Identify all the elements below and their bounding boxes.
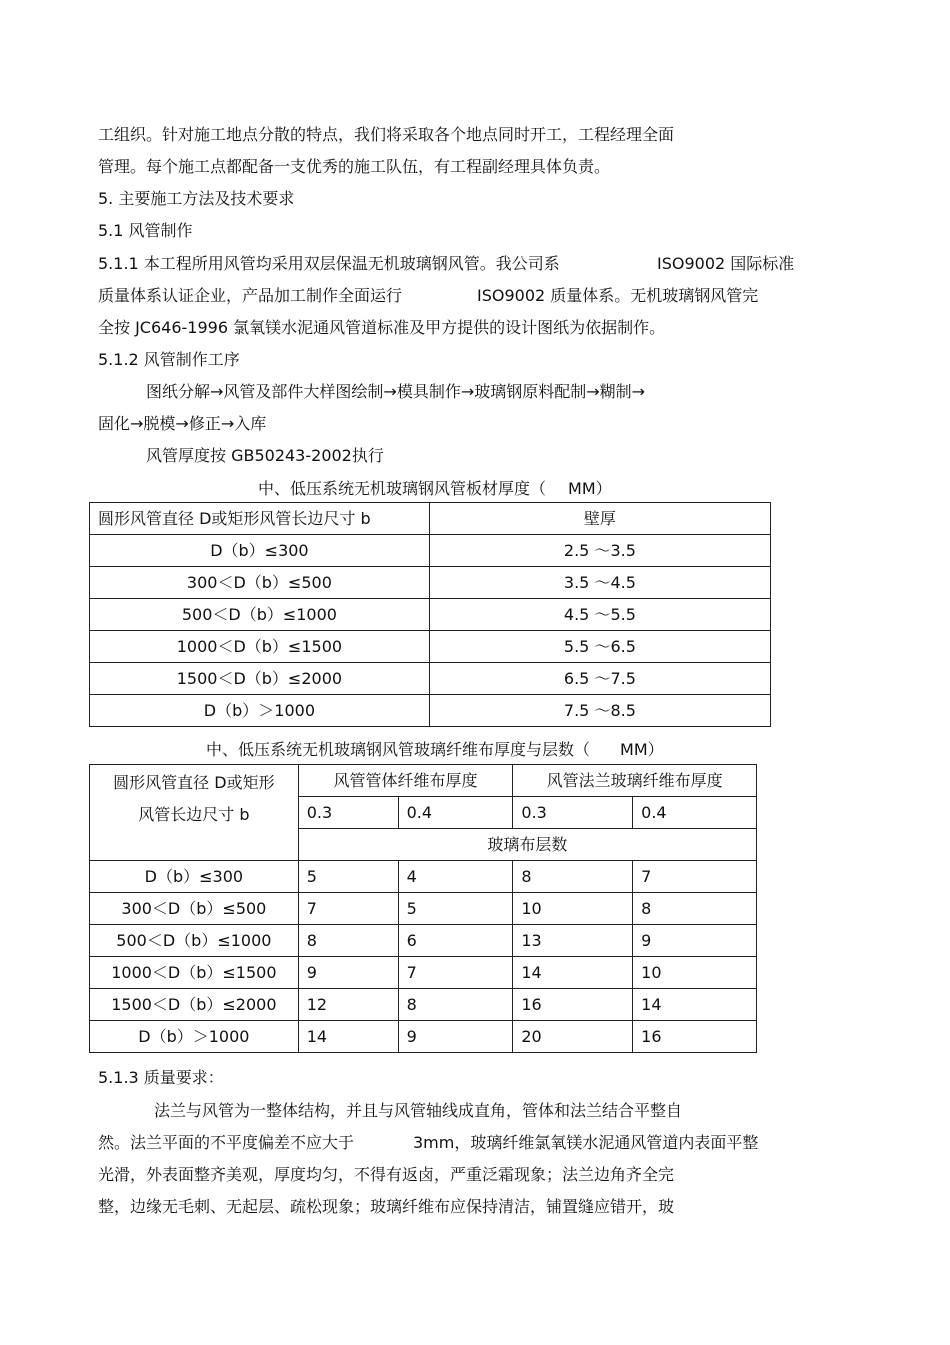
thickness-cell: 0.3	[513, 797, 633, 829]
table-cell: 3.5 ～4.5	[429, 567, 770, 599]
paragraph-line: 光滑，外表面整齐美观，厚度均匀，不得有返卤，严重泛霜现象；法兰边角齐全完	[98, 1165, 675, 1184]
table-cell: 16	[513, 989, 633, 1021]
paragraph-line: 整，边缘无毛刺、无起层、疏松现象；玻璃纤维布应保持清洁，铺置缝应错开，玻	[98, 1197, 675, 1216]
header-body-cell: 风管管体纤维布厚度	[298, 765, 513, 797]
table-cell: 6.5 ～7.5	[429, 663, 770, 695]
table-cell: 8	[633, 893, 757, 925]
paragraph-line: 5.1.1 本工程所用风管均采用双层保温无机玻璃钢风管。我公司系	[98, 254, 560, 273]
table-row	[90, 535, 771, 567]
table-row	[90, 989, 757, 1021]
table-cell: 10	[633, 957, 757, 989]
table-cell: 4.5 ～5.5	[429, 599, 770, 631]
process-flow: 图纸分解→风管及部件大样图绘制→模具制作→玻璃钢原料配制→糊制→	[146, 382, 646, 401]
table-row	[90, 957, 757, 989]
table-row	[90, 925, 757, 957]
table-cell: 8	[398, 989, 513, 1021]
paragraph-line: 工组织。针对施工地点分散的特点，我们将采取各个地点同时开工，工程经理全面	[98, 125, 675, 144]
table-cell: 1500＜D（b）≤2000	[90, 989, 299, 1021]
table-cell: 4	[398, 861, 513, 893]
table-cell: 7	[398, 957, 513, 989]
thickness-cell: 0.4	[633, 797, 757, 829]
table-cell: 5	[398, 893, 513, 925]
header-cell: 圆形风管直径 D或矩形风管长边尺寸 b	[90, 503, 430, 535]
table2-caption-unit: MM）	[620, 740, 664, 759]
table-row	[90, 893, 757, 925]
table-cell: 300＜D（b）≤500	[90, 567, 430, 599]
header-size-cell	[90, 765, 299, 861]
table-cell: D（b）＞1000	[90, 1021, 299, 1053]
paragraph-line: 管理。每个施工点都配备一支优秀的施工队伍，有工程副经理具体负责。	[98, 157, 611, 176]
table-cell: 16	[633, 1021, 757, 1053]
table-cell: 6	[398, 925, 513, 957]
paragraph-line: 全按 JC646-1996 氯氧镁水泥通风管道标准及甲方提供的设计图纸为依据制作。	[98, 318, 666, 337]
paragraph-line: 法兰与风管为一整体结构，并且与风管轴线成直角，管体和法兰结合平整自	[154, 1101, 683, 1120]
process-flow: 固化→脱模→修正→入库	[98, 414, 267, 433]
table2-caption-text: 中、低压系统无机玻璃钢风管玻璃纤维布厚度与层数（	[206, 740, 591, 759]
table-cell: 300＜D（b）≤500	[90, 893, 299, 925]
table1-caption-unit: MM）	[568, 479, 612, 498]
table-cell: 1000＜D（b）≤1500	[90, 957, 299, 989]
table-row	[90, 1021, 757, 1053]
table-cell: 14	[298, 1021, 398, 1053]
table-row	[90, 631, 771, 663]
table-cell: 9	[398, 1021, 513, 1053]
table-cell: 7.5 ～8.5	[429, 695, 770, 727]
table-cell: 1500＜D（b）≤2000	[90, 663, 430, 695]
table-cell: 9	[633, 925, 757, 957]
table-cell: 500＜D（b）≤1000	[90, 925, 299, 957]
table-row	[90, 861, 757, 893]
table-header-row	[90, 765, 757, 797]
table-cell: 2.5 ～3.5	[429, 535, 770, 567]
header-flange-cell: 风管法兰玻璃纤维布厚度	[513, 765, 757, 797]
table-cell: D（b）≤300	[90, 535, 430, 567]
subsection-heading: 5.1 风管制作	[98, 221, 193, 240]
thickness-cell: 0.3	[298, 797, 398, 829]
table-cell: 8	[513, 861, 633, 893]
table-row	[90, 567, 771, 599]
table-cell: D（b）≤300	[90, 861, 299, 893]
table2-caption	[206, 739, 664, 761]
table-cell: 500＜D（b）≤1000	[90, 599, 430, 631]
table-cell: 1000＜D（b）≤1500	[90, 631, 430, 663]
table-cell: 7	[633, 861, 757, 893]
table-row	[90, 695, 771, 727]
table-cell: 14	[633, 989, 757, 1021]
table-cell: D（b）＞1000	[90, 695, 430, 727]
thickness-cell: 0.4	[398, 797, 513, 829]
thickness-note: 风管厚度按 GB50243-2002执行	[146, 446, 384, 465]
fiber-cloth-table	[89, 764, 757, 1053]
table-cell: 13	[513, 925, 633, 957]
paragraph-line: ISO9002 国际标准	[657, 254, 795, 273]
table1-caption-text: 中、低压系统无机玻璃钢风管板材厚度（	[258, 479, 547, 498]
table-cell: 20	[513, 1021, 633, 1053]
table-cell: 12	[298, 989, 398, 1021]
table-header-row	[90, 503, 771, 535]
paragraph-line: ISO9002 质量体系。无机玻璃钢风管完	[477, 286, 759, 305]
wall-thickness-table	[89, 502, 771, 727]
table-cell: 10	[513, 893, 633, 925]
paragraph-line: 然。法兰平面的不平度偏差不应大于	[98, 1133, 355, 1152]
table-cell: 5.5 ～6.5	[429, 631, 770, 663]
paragraph-line: 3mm，玻璃纤维氯氧镁水泥通风管道内表面平整	[413, 1133, 759, 1152]
table-cell: 7	[298, 893, 398, 925]
subsection-heading: 5.1.3 质量要求：	[98, 1068, 224, 1087]
subsection-heading: 5.1.2 风管制作工序	[98, 350, 240, 369]
table-cell: 8	[298, 925, 398, 957]
section-heading: 5. 主要施工方法及技术要求	[98, 189, 295, 208]
header-cell: 壁厚	[429, 503, 770, 535]
table1-caption	[258, 478, 612, 500]
table-row	[90, 599, 771, 631]
table-cell: 14	[513, 957, 633, 989]
table-cell: 9	[298, 957, 398, 989]
header-size-line: 圆形风管直径 D或矩形	[113, 773, 275, 792]
header-size-line: 风管长边尺寸 b	[138, 805, 250, 824]
layers-header-cell: 玻璃布层数	[298, 829, 756, 861]
paragraph-line: 质量体系认证企业，产品加工制作全面运行	[98, 286, 403, 305]
table-cell: 5	[298, 861, 398, 893]
table-row	[90, 663, 771, 695]
